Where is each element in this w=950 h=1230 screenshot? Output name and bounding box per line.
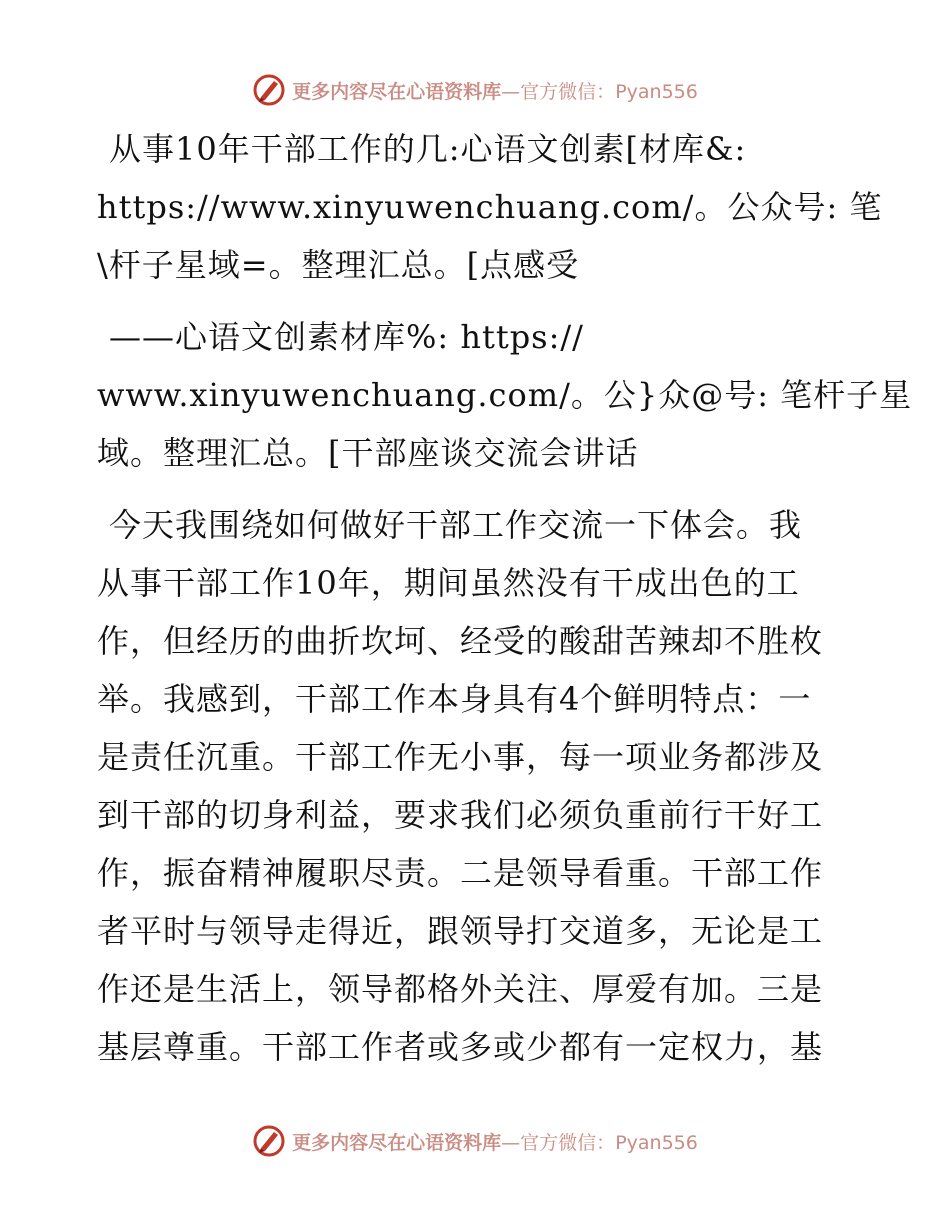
paragraph-line: 作还是生活上，领导都格外关注、厚爱有加。三是 xyxy=(97,970,824,1008)
header-text: 更多内容尽在心语资料库 xyxy=(292,80,502,103)
pen-logo-icon xyxy=(252,1124,286,1158)
header-wechat-label: 官方微信： xyxy=(520,80,616,103)
paragraph-line: 作，但经历的曲折坎坷、经受的酸甜苦辣却不胜枚 xyxy=(97,622,824,660)
paragraph-2 xyxy=(97,308,913,482)
footer-wechat-id: Pyan556 xyxy=(615,1131,698,1154)
footer-banner-text xyxy=(292,1128,698,1155)
paragraph-line: ——心语文创素材库%: https:// xyxy=(109,318,584,356)
header-banner-text xyxy=(292,77,698,104)
paragraph-line: 从事干部工作10年，期间虽然没有干成出色的工 xyxy=(97,564,800,602)
header-banner xyxy=(0,70,950,110)
paragraph-line: www.xinyuwenchuang.com/。公}众@号: 笔杆子星 xyxy=(97,376,913,414)
footer-banner xyxy=(0,1121,950,1161)
header-wechat-id: Pyan556 xyxy=(615,80,698,103)
footer-separator: — xyxy=(501,1131,521,1154)
paragraph-line: 是责任沉重。干部工作无小事，每一项业务都涉及 xyxy=(97,738,824,776)
header-separator: — xyxy=(501,80,521,103)
paragraph-line: 基层尊重。干部工作者或多或少都有一定权力，基 xyxy=(97,1028,824,1066)
paragraph-line: 从事10年干部工作的几:心语文创素[材库&: xyxy=(109,130,747,168)
paragraph-1 xyxy=(97,120,883,294)
paragraph-line: 今天我围绕如何做好干部工作交流一下体会。我 xyxy=(109,506,803,544)
paragraph-line: 域。整理汇总。[干部座谈交流会讲话 xyxy=(97,434,639,472)
paragraph-line: 举。我感到，干部工作本身具有4个鲜明特点：一 xyxy=(97,680,812,718)
pen-logo-icon xyxy=(252,73,286,107)
paragraph-line: 作，振奋精神履职尽责。二是领导看重。干部工作 xyxy=(97,854,824,892)
document-body xyxy=(97,120,913,1076)
paragraph-3 xyxy=(97,496,857,1076)
paragraph-line: 者平时与领导走得近，跟领导打交道多，无论是工 xyxy=(97,912,824,950)
footer-wechat-label: 官方微信： xyxy=(520,1131,616,1154)
footer-text: 更多内容尽在心语资料库 xyxy=(292,1131,502,1154)
paragraph-line: https://www.xinyuwenchuang.com/。公众号: 笔 xyxy=(97,188,883,226)
paragraph-line: \杆子星域=。整理汇总。[点感受 xyxy=(97,246,580,284)
paragraph-line: 到干部的切身利益，要求我们必须负重前行干好工 xyxy=(97,796,824,834)
